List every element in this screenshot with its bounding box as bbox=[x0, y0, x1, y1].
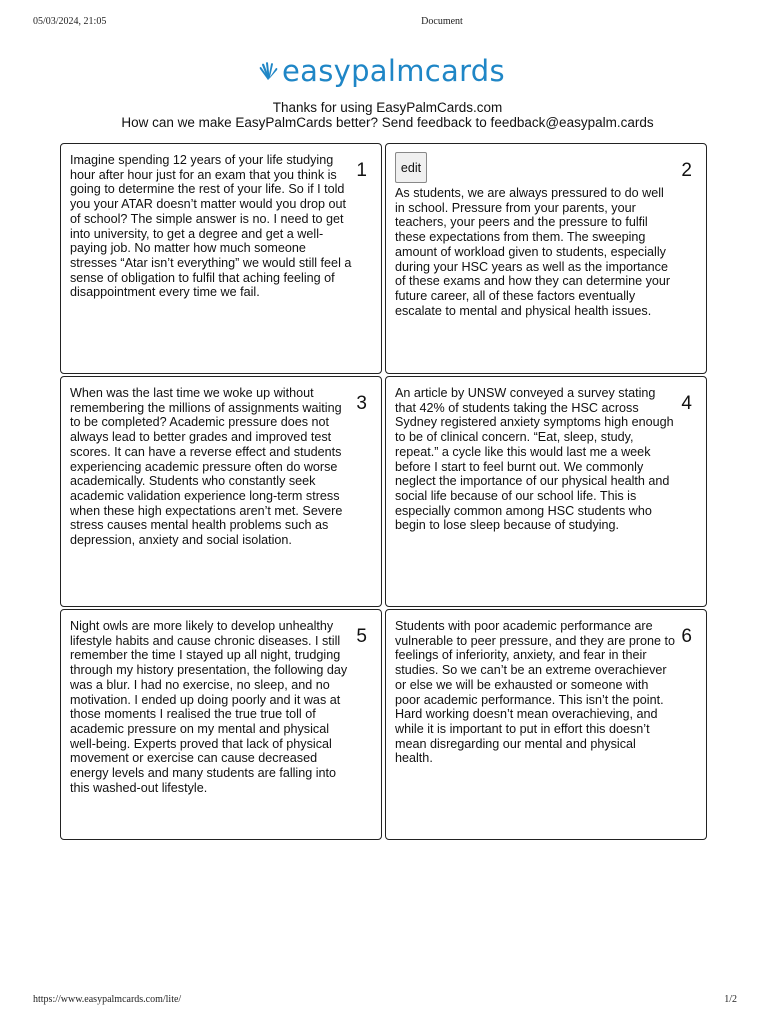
card-number: 2 bbox=[681, 160, 692, 181]
card-3 bbox=[60, 376, 382, 607]
card-2 bbox=[385, 143, 707, 374]
logo-text: easypalmcards bbox=[282, 54, 505, 88]
card-text: As students, we are always pressured to do well in school. Pressure from your parents, your teachers, your peers and the pressure to fulfil these expectations from them. The sweeping amount of workload given to students, especially during your HSC years as well as the importance of these exams and how they can determine your future career, all of these factors eventually escalate to mental and physical health issues. bbox=[395, 186, 671, 318]
easypalmcards-logo[interactable] bbox=[257, 52, 505, 90]
card-number: 1 bbox=[356, 160, 367, 181]
card-5 bbox=[60, 609, 382, 840]
thanks-line: Thanks for using EasyPalmCards.com bbox=[272, 100, 503, 115]
print-url: https://www.easypalmcards.com/lite/ bbox=[33, 994, 182, 1005]
edit-button[interactable]: edit bbox=[395, 152, 427, 183]
feedback-line: How can we make EasyPalmCards better? Send feedback to feedback@easypalm.cards bbox=[121, 115, 654, 130]
card-number: 5 bbox=[356, 626, 367, 647]
card-text: When was the last time we woke up without remembering the millions of assignments waiting to be completed? Academic pressure does not always lead to better grades and improved test scores. It can have a reverse effect and students experiencing academic pressure often do worse academically. Students who constantly seek academic validation experience long-term stress when these high expectations aren’t met. Severe stress causes mental health problems such as depression, anxiety and social isolation. bbox=[70, 386, 343, 548]
print-footer bbox=[0, 994, 768, 1008]
card-text: An article by UNSW conveyed a survey stating that 42% of students taking the HSC across Sydney registered anxiety symptoms high enough to be of clinical concern. “Eat, sleep, study, repeat.” a cycle like this would last me a week before I start to feel burnt out. We commonly neglect the importance of our physical health and social life because of our school life. This is especially common among HSC students who begin to lose sleep because of studying. bbox=[395, 386, 674, 533]
card-number: 6 bbox=[681, 626, 692, 647]
card-number: 3 bbox=[356, 393, 367, 414]
intro-message bbox=[0, 100, 768, 130]
card-number: 4 bbox=[681, 393, 692, 414]
print-datetime: 05/03/2024, 21:05 bbox=[33, 16, 107, 27]
palm-leaf-icon bbox=[257, 60, 279, 82]
card-text: Imagine spending 12 years of your life studying hour after hour just for an exam that you think is going to determine the rest of your life. So if I told you your ATAR doesn’t matter would you drop out of school? The simple answer is no. I need to get into university, to get a degree and get a well-paying job. No matter how much someone stresses “Atar isn’t everything” we would still feel a sense of obligation to fulfil that aching feeling of disappointment every time we fail. bbox=[70, 153, 352, 300]
card-6 bbox=[385, 609, 707, 840]
card-text: Night owls are more likely to develop unhealthy lifestyle habits and cause chronic diseases. I still remember the time I stayed up all night, trudging through my history presentation, the following day was a blur. I had no exercise, no sleep, and no motivation. I ended up doing poorly and it was at those moments I realised the true true toll of academic pressure on my mental and physical well-being. Experts proved that lack of physical movement or exercise can cause decreased energy levels and many students are falling into this washed-out lifestyle. bbox=[70, 619, 348, 795]
print-header bbox=[0, 16, 768, 30]
card-text: Students with poor academic performance are vulnerable to peer pressure, and they are prone to feelings of inferiority, anxiety, and fear in their studies. So we can’t be an extreme overachiever or else we will be exhausted or someone with poor academic performance. This isn’t the point. Hard working doesn’t mean overachieving, and while it is important to put in effort this doesn’t mean disregarding our mental and physical health. bbox=[395, 619, 676, 766]
card-1 bbox=[60, 143, 382, 374]
card-4 bbox=[385, 376, 707, 607]
page-number: 1/2 bbox=[724, 994, 737, 1005]
print-title: Document bbox=[421, 16, 463, 27]
